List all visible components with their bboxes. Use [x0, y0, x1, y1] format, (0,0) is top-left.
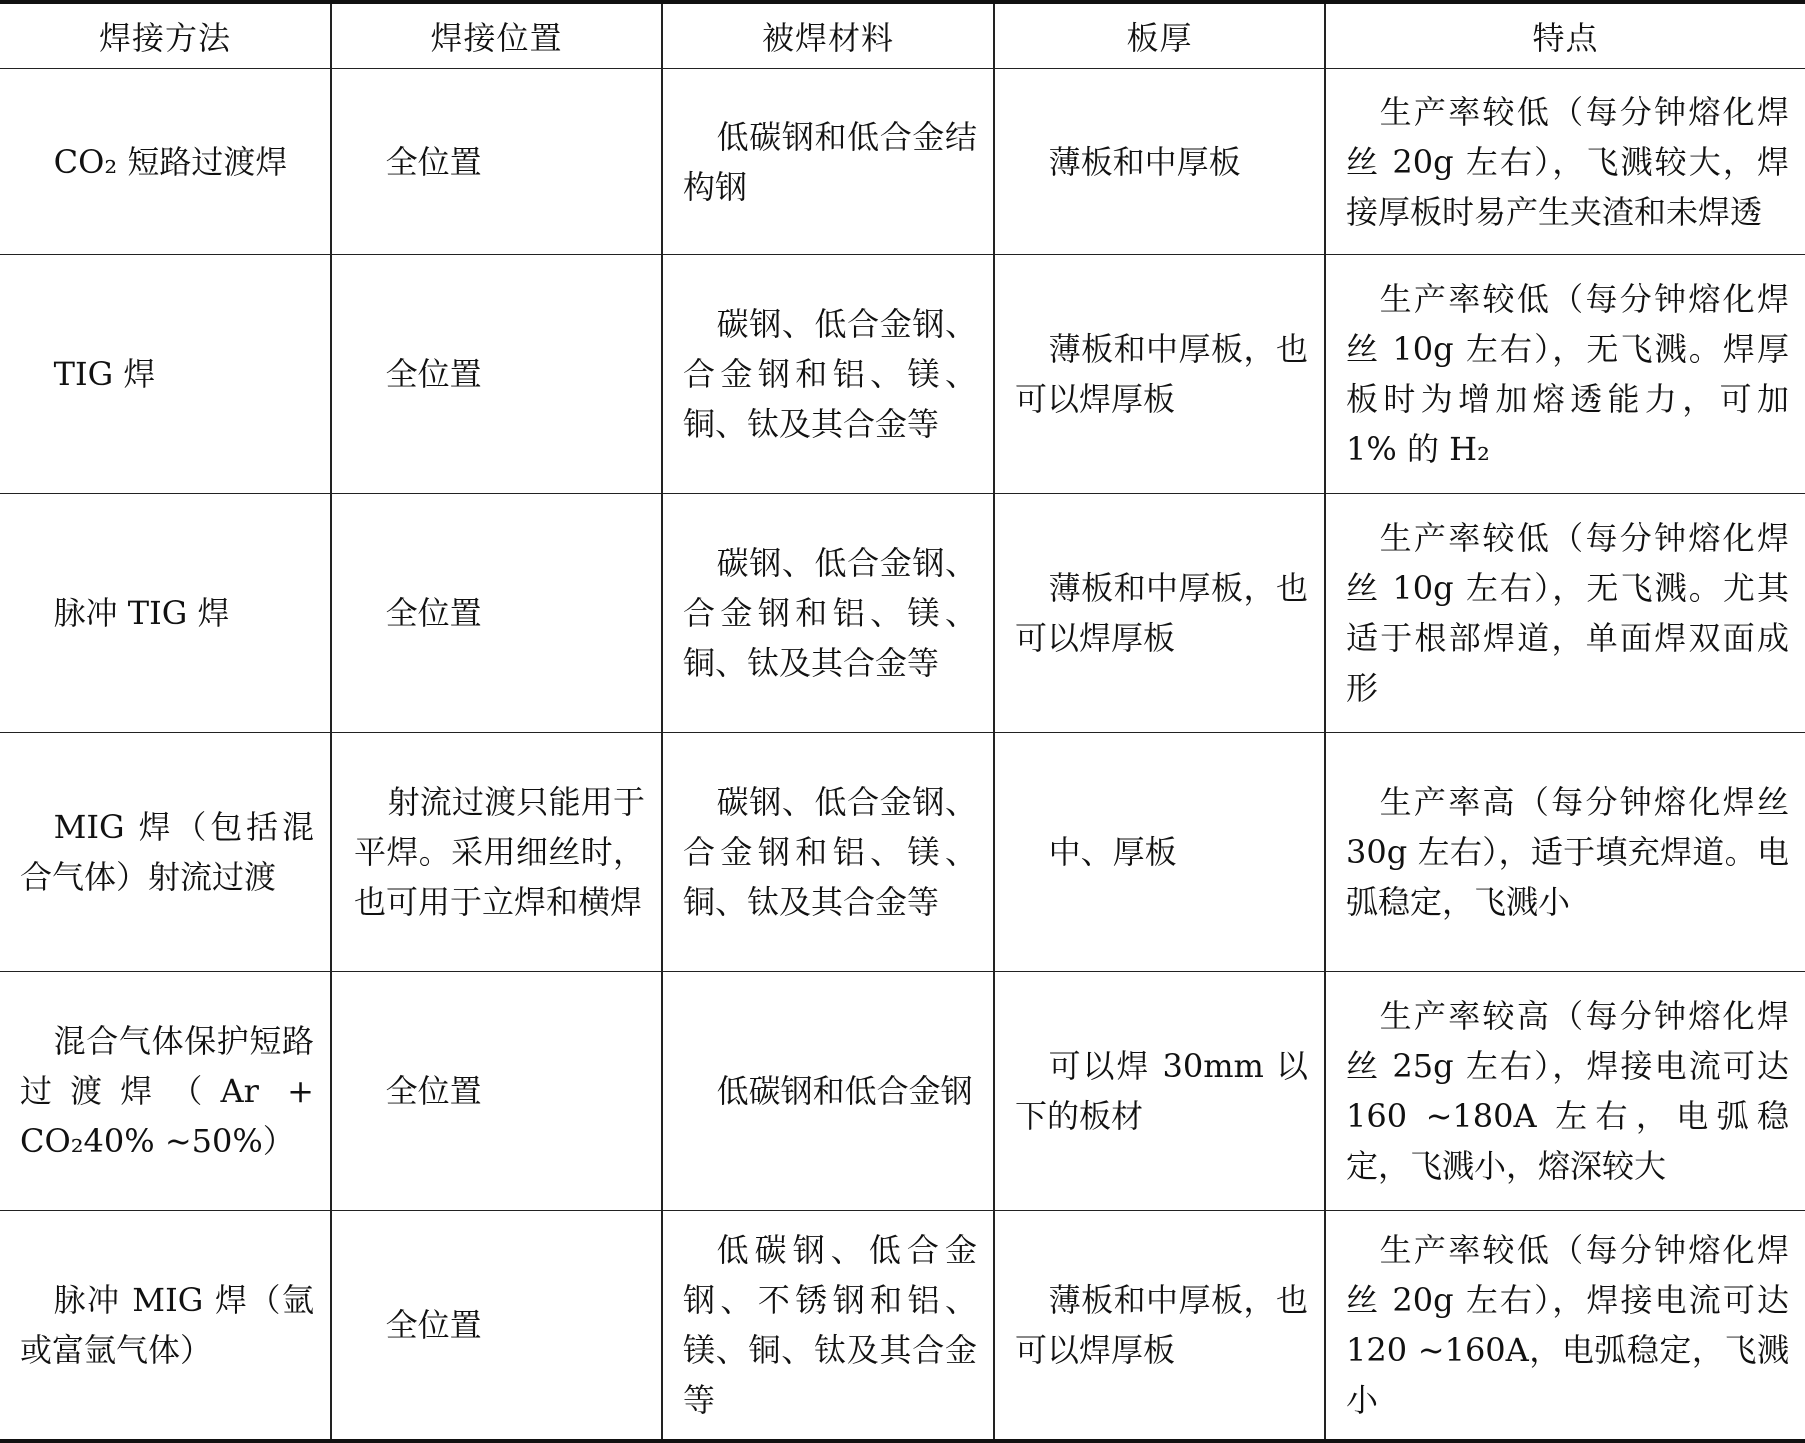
cell-text: 可以焊 30mm 以下的板材: [1015, 1047, 1308, 1135]
cell-text: CO₂ 短路过渡焊: [53, 142, 288, 181]
cell-position: [331, 1211, 662, 1442]
cell-method: [0, 69, 331, 255]
cell-text: 混合气体保护短路过渡焊（Ar + CO₂40% ~50%）: [20, 1022, 314, 1160]
cell-text: 生产率较低（每分钟熔化焊丝 20g 左右），飞溅较大，焊接厚板时易产生夹渣和未焊透: [1346, 92, 1789, 231]
cell-material: [662, 255, 994, 494]
cell-text: 全位置: [385, 594, 482, 632]
cell-text: 碳钢、低合金钢、合金钢和铝、镁、铜、钛及其合金等: [683, 305, 977, 443]
header-thickness: 板厚: [994, 2, 1325, 69]
cell-text: 生产率高（每分钟熔化焊丝 30g 左右），适于填充焊道。电弧稳定，飞溅小: [1346, 783, 1789, 921]
cell-feature: [1325, 1211, 1805, 1442]
cell-method: [0, 972, 331, 1211]
cell-text: 中、厚板: [1048, 833, 1177, 871]
table-row: [0, 255, 1805, 494]
cell-feature: [1325, 972, 1805, 1211]
cell-thickness: [994, 733, 1325, 972]
cell-text: 薄板和中厚板: [1048, 142, 1241, 181]
cell-thickness: [994, 494, 1325, 733]
cell-text: 低碳钢、低合金钢、不锈钢和铝、镁、铜、钛及其合金等: [683, 1231, 977, 1419]
cell-thickness: [994, 69, 1325, 255]
cell-text: 脉冲 TIG 焊: [53, 594, 230, 632]
table-row: [0, 69, 1805, 255]
cell-method: [0, 494, 331, 733]
header-feature: 特点: [1325, 2, 1805, 69]
cell-text: 生产率较低（每分钟熔化焊丝 10g 左右），无飞溅。焊厚板时为增加熔透能力，可加 1% 的 H₂: [1346, 280, 1789, 468]
cell-position: [331, 255, 662, 494]
cell-text: 生产率较低（每分钟熔化焊丝 20g 左右），焊接电流可达 120 ~160A，电弧稳定，飞溅小: [1346, 1231, 1789, 1419]
header-position: 焊接位置: [331, 2, 662, 69]
cell-feature: [1325, 733, 1805, 972]
cell-position: [331, 972, 662, 1211]
cell-material: [662, 733, 994, 972]
header-row: [0, 2, 1805, 69]
cell-text: MIG 焊（包括混合气体）射流过渡: [20, 808, 314, 896]
header-method: 焊接方法: [0, 2, 331, 69]
cell-thickness: [994, 255, 1325, 494]
table-row: [0, 972, 1805, 1211]
cell-text: 低碳钢和低合金钢: [716, 1072, 973, 1110]
cell-text: 脉冲 MIG 焊（氩或富氩气体）: [20, 1281, 314, 1369]
cell-thickness: [994, 1211, 1325, 1442]
cell-method: [0, 733, 331, 972]
cell-text: 生产率较高（每分钟熔化焊丝 25g 左右），焊接电流可达 160 ~180A 左右，电弧稳定，飞溅小，熔深较大: [1346, 997, 1789, 1185]
cell-text: 射流过渡只能用于平焊。采用细丝时，也可用于立焊和横焊: [354, 783, 645, 921]
cell-text: 碳钢、低合金钢、合金钢和铝、镁、铜、钛及其合金等: [683, 544, 977, 682]
cell-text: 薄板和中厚板，也可以焊厚板: [1015, 330, 1308, 418]
cell-feature: [1325, 494, 1805, 733]
cell-text: 全位置: [385, 355, 482, 393]
cell-material: [662, 69, 994, 255]
cell-material: [662, 972, 994, 1211]
cell-text: 碳钢、低合金钢、合金钢和铝、镁、铜、钛及其合金等: [683, 783, 977, 921]
cell-method: [0, 1211, 331, 1442]
cell-thickness: [994, 972, 1325, 1211]
cell-position: [331, 494, 662, 733]
cell-material: [662, 494, 994, 733]
cell-material: [662, 1211, 994, 1442]
cell-text: 薄板和中厚板，也可以焊厚板: [1015, 1281, 1308, 1369]
cell-text: 全位置: [385, 1306, 482, 1344]
cell-feature: [1325, 255, 1805, 494]
cell-text: 全位置: [385, 142, 482, 181]
cell-position: [331, 69, 662, 255]
cell-text: TIG 焊: [53, 355, 156, 393]
cell-position: [331, 733, 662, 972]
cell-text: 生产率较低（每分钟熔化焊丝 10g 左右），无飞溅。尤其适于根部焊道，单面焊双面成形: [1346, 519, 1789, 707]
cell-text: 低碳钢和低合金结构钢: [683, 117, 977, 206]
table-row: [0, 1211, 1805, 1442]
table-row: [0, 494, 1805, 733]
table-row: [0, 733, 1805, 972]
header-material: 被焊材料: [662, 2, 994, 69]
cell-text: 薄板和中厚板，也可以焊厚板: [1015, 569, 1308, 657]
cell-method: [0, 255, 331, 494]
cell-text: 全位置: [385, 1072, 482, 1110]
cell-feature: [1325, 69, 1805, 255]
